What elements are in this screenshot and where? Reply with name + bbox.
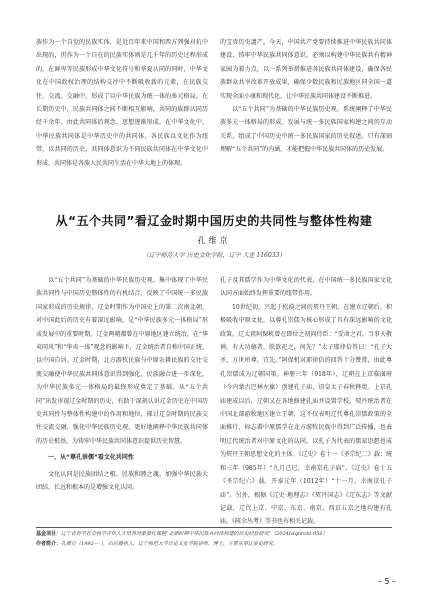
body-left-after-heading: 文化认同是民族团结之根、民族和睦之魂。加强中华民族大团结，长远和根本的是增强文化认同。 — [36, 470, 208, 492]
top-right-paragraph-2: 以“五个共同”为基础的中华民族历史观，系统阐释了中华民族多元一体格局的形成、发展与统一多民族国家构建之间的互动关系，组成了中国历史中统一多民族国家的历史叙述。只有深刻理解“五个共同”的内涵，才能把握中华民族共同体的历史发展。 — [220, 106, 392, 154]
body-left-paragraph: 以“五个共同”为基础的中华民族历史观，集中体现了中华民族共同性与中国历史整体性的有机结合，反映了中国统一多民族国家形成的历史规律。辽金时期作为中国史上的第二次南北朝，对中国此后的历史有着深远影响，是“中华民族多元一体格局”形成发展中的重要时期。辽金两朝都曾在中原地区建立统治，在“华夷同风”和“华夷一体”观念的影响下，辽金统治者自称中国正统，以中国自居。辽金时期，北方游牧民族与中原农耕民族的交往交流交融使中华民族共同体意识得到强化，民族融合进一步深化，为中华民族多元一体格局的最终形成奠定了基础。从“五个共同”出发审视辽金时期的历史，有助于深刻认识辽金历史在中国历史共同性与整体性构建中的作用和地位，探讨辽金时期的民族交往交流交融，强化中华民族历史观，更好地阐释中华民族共同体的历史根基，为铸牢中华民族共同体意识提供历史智慧。 — [36, 277, 208, 445]
top-left-column — [36, 36, 208, 170]
article-author: 孔维京 — [197, 236, 231, 245]
body-right-column — [220, 274, 392, 529]
author-footnote — [36, 540, 392, 550]
author-label: 作者简介： — [36, 540, 62, 547]
fund-text: 辽宁省哲学社会科学青年人才培养对象委托课题“北朝时期中华民族共同体构建的历史经验研究”（2024lslqnrckt-056） — [61, 531, 328, 537]
body-right-paragraph-2: 10世纪初，兴起于松漠之间的契丹王朝，在建立辽朝后，积极吸收中原文化，以尊孔崇儒为核心形成了具有深远影响的文化政策。辽太祖阿保机曾在即位之初问侍臣：“受命之君，当事天敬神。有大功德者，朕欲祀之，何先？”太子耶律倍答曰：“孔子大圣，万世所尊，宜先。”阿保机对耶律倍的回答十分赞赏，由此尊孔崇儒成为辽朝国策。神册三年（918年），辽朝在上京临潢府（今内蒙古巴林左旗）创建孔子庙，诏皇太子春秋释奠。上京孔庙建成以后，辽朝又在各地修建孔庙并设置学校。契丹统治者在中国北部游牧地区建立王朝，这不仅表明辽代尊孔崇儒政策的全面推行，标志着中原儒学在北方游牧民族中得到广泛传播，也表明辽代统治者对中原文化的认同。以孔子为代表的儒家思想也成为契丹王朝思想文化的主体。《辽史》卷十一《圣宗纪二》载：统和三年（985年）“九月己巳，幸南京孔子庙”。《辽史》卷十五《圣宗纪六》载，开泰元年（1012年）“十一月，幸南京孔子庙”。另外，根据《辽史·地理志》《契丹国志》《辽东志》等文献记载，辽代上京、中京、东京、南京、西京五京之地均建有孔庙，《陔余丛考》等书也有相关记载。 — [220, 303, 392, 526]
fund-label: 基金项目： — [36, 531, 62, 537]
body-right-paragraph-1: 孔子及其儒学作为中华文化的代表，在中国统一多民族国家文化认同方面始终发挥重要的纽带作用。 — [220, 277, 392, 298]
fund-footnote — [36, 530, 392, 540]
footnote-divider — [36, 527, 392, 528]
article-title: 从“五个共同”看辽金时期中国历史的共同性与整体性构建 — [55, 214, 373, 228]
article-affiliation: （辽宁师范大学 历史文化学院，辽宁 大连 116033） — [142, 252, 286, 259]
footnotes — [36, 530, 392, 549]
top-right-paragraph-1: 的宝贵历史遗产。今天，中国共产党要持续推进中华民族共同体建设，铸牢中华民族共同体意识，必须以构建中华民族共有精神家园为着力点，以一系列举措推进各民族共同体建设，确保各民族群众共享改革开放成果，确保少数民族和民族地区同全国一道实现全面小康和现代化，让中华民族共同体建设不断推进。 — [220, 39, 392, 100]
page-number: – 5 – — [377, 577, 396, 586]
section-heading: 一、从“尊孔崇儒”看文化共同性 — [48, 454, 134, 462]
top-right-column — [220, 36, 392, 157]
author-text: 孔维京（1992— ），山东滕州人，辽宁师范大学历史文化学院讲师，博士，主要从事辽金史研究。 — [61, 540, 278, 547]
top-left-paragraph: 族作为一个自觉的民族实体，是近百年来中国和西方列强对抗中出现的，但作为一个自在的民族实体则是几千年的历史过程形成的。在鲜卑等民族形成中华文化符号和华夏认同的同时，中华文化在中国政权治理的结构交往中不断吸收新的元素，在民族交往、交流、交融中，形成了以中华民族为统一体的多元格局。在长期历史中，民族共同体之间不断相互影响，共同的族群认同历经千余年，由此共同体的观念、思想逐渐形成。在中华文化中，中华民族共同体是中华历史中的共同体，各民族以文化作为纽带，以共同的历史，共同体意识为不同民族共同体在中华文化中形成，共同体是各族人民共同生活在中华大地上的体现。 — [36, 39, 208, 167]
body-left-column — [36, 274, 208, 495]
